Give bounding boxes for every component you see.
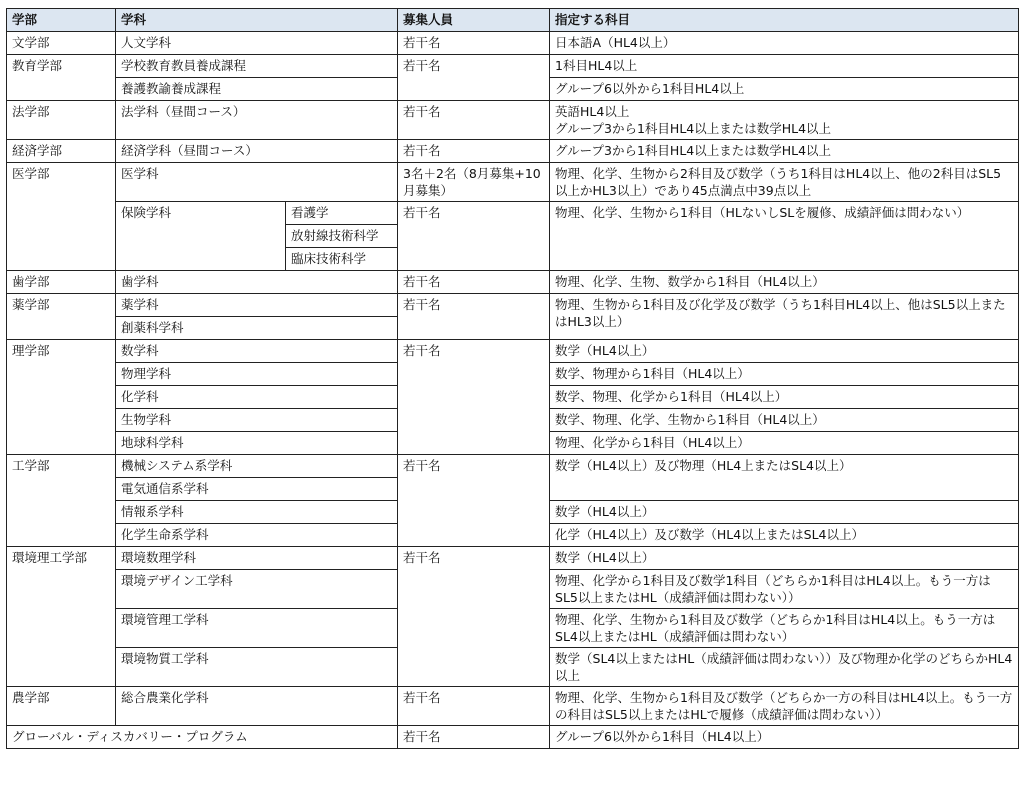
quota-cell: 若干名 [398, 140, 550, 163]
subjects-cell: グループ3から1科目HL4以上または数学HL4以上 [550, 140, 1019, 163]
department-cell: 人文学科 [116, 32, 398, 55]
header-quota: 募集人員 [398, 9, 550, 32]
subjects-cell: 数学（HL4以上） [550, 340, 1019, 363]
subjects-line: グループ3から1科目HL4以上または数学HL4以上 [555, 121, 832, 136]
department-cell: 環境デザイン工学科 [116, 570, 398, 609]
department-cell: 医学科 [116, 163, 398, 202]
department-cell: 創薬科学科 [116, 317, 398, 340]
table-row [7, 547, 1019, 570]
subjects-cell: グループ6以外から1科目HL4以上 [550, 78, 1019, 101]
department-cell: 養護教諭養成課程 [116, 78, 398, 101]
subjects-cell: 日本語A（HL4以上） [550, 32, 1019, 55]
subjects-cell: 物理、化学、生物から1科目（HLないしSLを履修、成績評価は問わない） [550, 202, 1019, 271]
subjects-cell: 物理、化学から1科目及び数学1科目（どちらか1科目はHL4以上。もう一方はSL5以上またはHL（成績評価は問わない）） [550, 570, 1019, 609]
subjects-cell: 物理、化学、生物から2科目及び数学（うち1科目はHL4以上、他の2科目はSL5以上かHL3以上）であり45点満点中39点以上 [550, 163, 1019, 202]
subjects-cell: 数学、物理、化学、生物から1科目（HL4以上） [550, 409, 1019, 432]
subjects-cell: 数学（SL4以上またはHL（成績評価は問わない））及び物理か化学のどちらかHL4以上 [550, 648, 1019, 687]
table-row [7, 140, 1019, 163]
subjects-cell: 数学（HL4以上） [550, 547, 1019, 570]
admissions-table [6, 8, 1019, 749]
quota-cell: 若干名 [398, 202, 550, 271]
table-row [7, 294, 1019, 317]
department-cell: 薬学科 [116, 294, 398, 317]
table-row [7, 55, 1019, 78]
department-cell: 経済学科（昼間コース） [116, 140, 398, 163]
department-cell: 化学生命系学科 [116, 524, 398, 547]
sub-department-cell: 看護学 [286, 202, 398, 225]
header-row [7, 9, 1019, 32]
table-row [7, 202, 1019, 225]
department-cell: 総合農業化学科 [116, 687, 398, 726]
department-cell: 地球科学科 [116, 432, 398, 455]
table-row [7, 163, 1019, 202]
department-cell: 生物学科 [116, 409, 398, 432]
subjects-cell: 物理、化学から1科目（HL4以上） [550, 432, 1019, 455]
quota-cell: 若干名 [398, 101, 550, 140]
header-subjects: 指定する科目 [550, 9, 1019, 32]
subjects-cell: 化学（HL4以上）及び数学（HL4以上またはSL4以上） [550, 524, 1019, 547]
department-cell: 環境数理学科 [116, 547, 398, 570]
table-row [7, 340, 1019, 363]
program-cell: グローバル・ディスカバリー・プログラム [7, 726, 398, 749]
faculty-cell: 医学部 [7, 163, 116, 271]
department-cell: 情報系学科 [116, 501, 398, 524]
faculty-cell: 経済学部 [7, 140, 116, 163]
subjects-cell: 1科目HL4以上 [550, 55, 1019, 78]
department-cell: 機械システム系学科 [116, 455, 398, 478]
faculty-cell: 理学部 [7, 340, 116, 455]
subjects-cell: 物理、生物から1科目及び化学及び数学（うち1科目HL4以上、他はSL5以上またはHL3以上） [550, 294, 1019, 340]
subjects-cell: 数学、物理、化学から1科目（HL4以上） [550, 386, 1019, 409]
sub-department-cell: 臨床技術科学 [286, 248, 398, 271]
quota-cell: 若干名 [398, 455, 550, 547]
department-cell: 保険学科 [116, 202, 286, 271]
faculty-cell: 環境理工学部 [7, 547, 116, 687]
sub-department-cell: 放射線技術科学 [286, 225, 398, 248]
department-cell: 化学科 [116, 386, 398, 409]
quota-cell: 若干名 [398, 55, 550, 101]
department-cell: 学校教育教員養成課程 [116, 55, 398, 78]
faculty-cell: 工学部 [7, 455, 116, 547]
subjects-line: 英語HL4以上 [555, 104, 630, 119]
faculty-cell: 文学部 [7, 32, 116, 55]
subjects-cell: 物理、化学、生物から1科目及び数学（どちらか一方の科目はHL4以上。もう一方の科目はSL5以上またはHLで履修（成績評価は問わない）） [550, 687, 1019, 726]
header-department: 学科 [116, 9, 398, 32]
subjects-cell: 数学、物理から1科目（HL4以上） [550, 363, 1019, 386]
quota-cell: 3名＋2名（8月募集+10月募集） [398, 163, 550, 202]
faculty-cell: 歯学部 [7, 271, 116, 294]
faculty-cell: 教育学部 [7, 55, 116, 101]
quota-cell: 若干名 [398, 294, 550, 340]
department-cell: 環境物質工学科 [116, 648, 398, 687]
quota-cell: 若干名 [398, 271, 550, 294]
subjects-cell: 物理、化学、生物から1科目及び数学（どちらか1科目はHL4以上。もう一方はSL4以上またはHL（成績評価は問わない） [550, 609, 1019, 648]
table-row [7, 271, 1019, 294]
department-cell: 歯学科 [116, 271, 398, 294]
department-cell: 電気通信系学科 [116, 478, 398, 501]
quota-cell: 若干名 [398, 32, 550, 55]
quota-cell: 若干名 [398, 340, 550, 455]
table-row [7, 101, 1019, 140]
subjects-cell: グループ6以外から1科目（HL4以上） [550, 726, 1019, 749]
subjects-cell: 物理、化学、生物、数学から1科目（HL4以上） [550, 271, 1019, 294]
faculty-cell: 法学部 [7, 101, 116, 140]
faculty-cell: 薬学部 [7, 294, 116, 340]
table-row [7, 32, 1019, 55]
department-cell: 物理学科 [116, 363, 398, 386]
subjects-cell [550, 101, 1019, 140]
subjects-cell: 数学（HL4以上） [550, 501, 1019, 524]
department-cell: 環境管理工学科 [116, 609, 398, 648]
quota-cell: 若干名 [398, 547, 550, 687]
department-cell: 数学科 [116, 340, 398, 363]
table-row [7, 687, 1019, 726]
table-row [7, 455, 1019, 478]
header-faculty: 学部 [7, 9, 116, 32]
table-row [7, 726, 1019, 749]
faculty-cell: 農学部 [7, 687, 116, 726]
department-cell: 法学科（昼間コース） [116, 101, 398, 140]
subjects-cell: 数学（HL4以上）及び物理（HL4上またはSL4以上） [550, 455, 1019, 501]
quota-cell: 若干名 [398, 687, 550, 726]
quota-cell: 若干名 [398, 726, 550, 749]
